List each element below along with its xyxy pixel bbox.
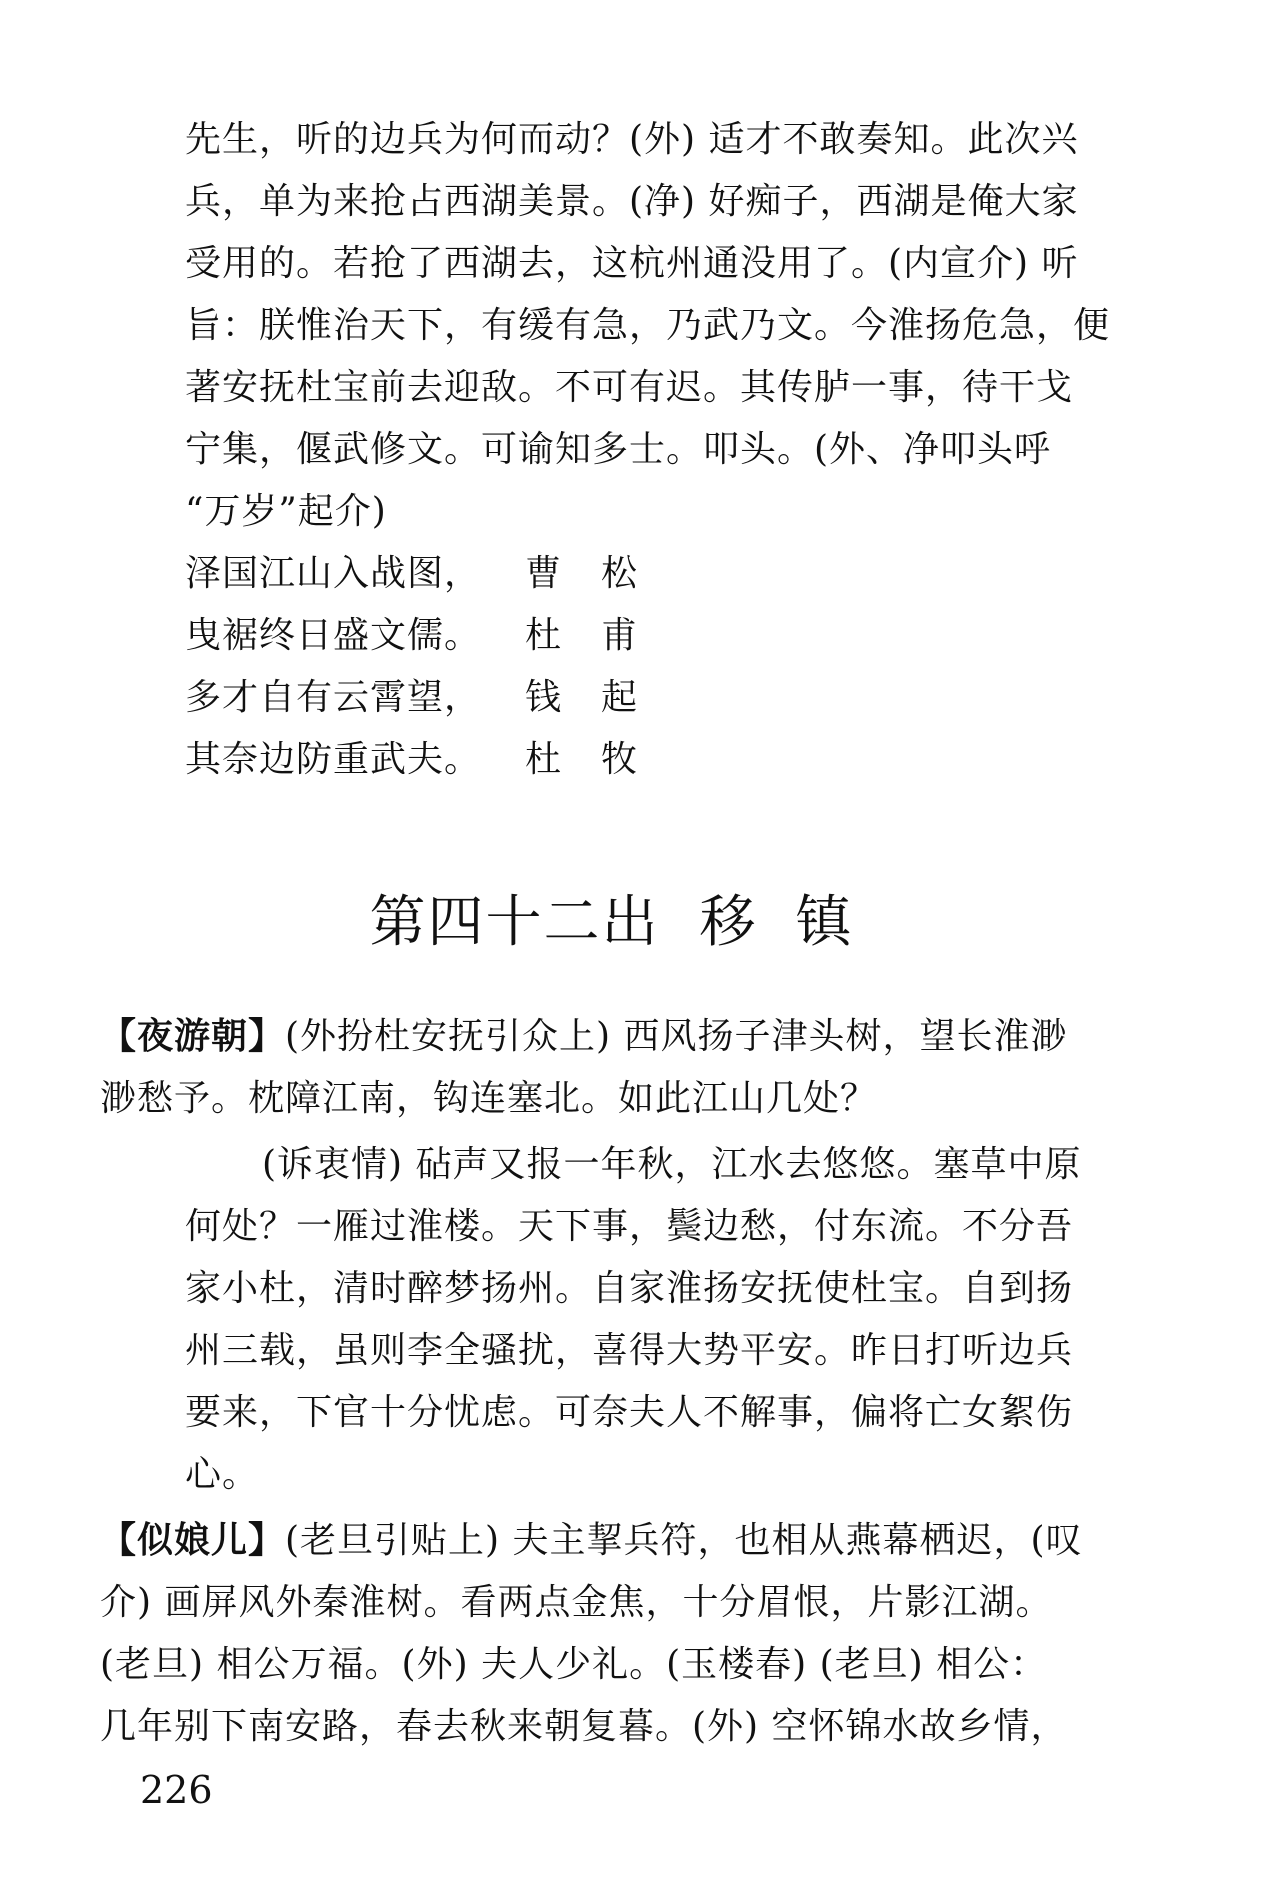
poem-verse: 曳裾终日盛文儒。 bbox=[185, 615, 482, 656]
text-line: (老旦) 相公万福。(外) 夫人少礼。(玉楼春) (老旦) 相公： bbox=[100, 1644, 1048, 1685]
text-line: 家小杜，清时醉梦扬州。自家淮扬安抚使杜宝。自到扬 bbox=[185, 1268, 1074, 1309]
text-line: 渺愁予。枕障江南，钩连塞北。如此江山几处？ bbox=[100, 1078, 878, 1119]
scene-title: 移镇 bbox=[699, 890, 892, 955]
poem-author: 杜甫 bbox=[525, 615, 678, 656]
text-line: 著安抚杜宝前去迎敌。不可有迟。其传胪一事，待干戈 bbox=[185, 367, 1074, 408]
scene-number: 第四十二出 bbox=[369, 890, 660, 955]
poem-line bbox=[185, 667, 678, 729]
poem-verse: 泽国江山入战图， bbox=[185, 553, 482, 594]
text-line: 先生，听的边兵为何而动？(外) 适才不敢奏知。此次兴 bbox=[185, 119, 1079, 160]
text-line: 兵，单为来抢占西湖美景。(净) 好痴子，西湖是俺大家 bbox=[185, 181, 1079, 222]
text-line: 旨：朕惟治天下，有缓有急，乃武乃文。今淮扬危急，便 bbox=[185, 305, 1111, 346]
text-line: 州三载，虽则李全骚扰，喜得大势平安。昨日打听边兵 bbox=[185, 1330, 1074, 1371]
text-line: 受用的。若抢了西湖去，这杭州通没用了。(内宣介) 听 bbox=[185, 243, 1079, 284]
scene-heading bbox=[0, 888, 1261, 958]
text-line: 心。 bbox=[185, 1454, 260, 1495]
poem-verse: 其奈边防重武夫。 bbox=[185, 739, 482, 780]
text-span: (外扮杜安抚引众上) 西风扬子津头树，望长淮渺 bbox=[285, 1016, 1068, 1057]
poem-line bbox=[185, 543, 678, 605]
text-span: (老旦引贴上) 夫主挈兵符，也相从燕幕栖迟，(叹 bbox=[285, 1520, 1083, 1561]
text-line: 何处？一雁过淮楼。天下事，鬓边愁，付东流。不分吾 bbox=[185, 1206, 1074, 1247]
poem-author: 曹松 bbox=[525, 553, 678, 594]
text-line: “万岁”起介) bbox=[185, 491, 387, 532]
tune-name: 【夜游朝】 bbox=[100, 1016, 286, 1057]
text-line: 几年别下南安路，春去秋来朝复暮。(外) 空怀锦水故乡情， bbox=[100, 1706, 1068, 1747]
poem-author: 钱起 bbox=[525, 677, 678, 718]
poem-author: 杜牧 bbox=[525, 739, 678, 780]
poem-line bbox=[185, 729, 678, 791]
tune-name: 【似娘儿】 bbox=[100, 1520, 286, 1561]
text-line: 宁集，偃武修文。可谕知多士。叩头。(外、净叩头呼 bbox=[185, 429, 1052, 470]
text-line: 要来，下官十分忧虑。可奈夫人不解事，偏将亡女絮伤 bbox=[185, 1392, 1074, 1433]
text-line bbox=[100, 1006, 1068, 1068]
page-number: 226 bbox=[140, 1768, 213, 1812]
poem-line bbox=[185, 605, 678, 667]
text-line: 介) 画屏风外秦淮树。看两点金焦，十分眉恨，片影江湖。 bbox=[100, 1582, 1053, 1623]
text-line bbox=[100, 1510, 1083, 1572]
text-line: (诉衷情) 砧声又报一年秋，江水去悠悠。塞草中原 bbox=[262, 1144, 1082, 1185]
poem-verse: 多才自有云霄望， bbox=[185, 677, 482, 718]
